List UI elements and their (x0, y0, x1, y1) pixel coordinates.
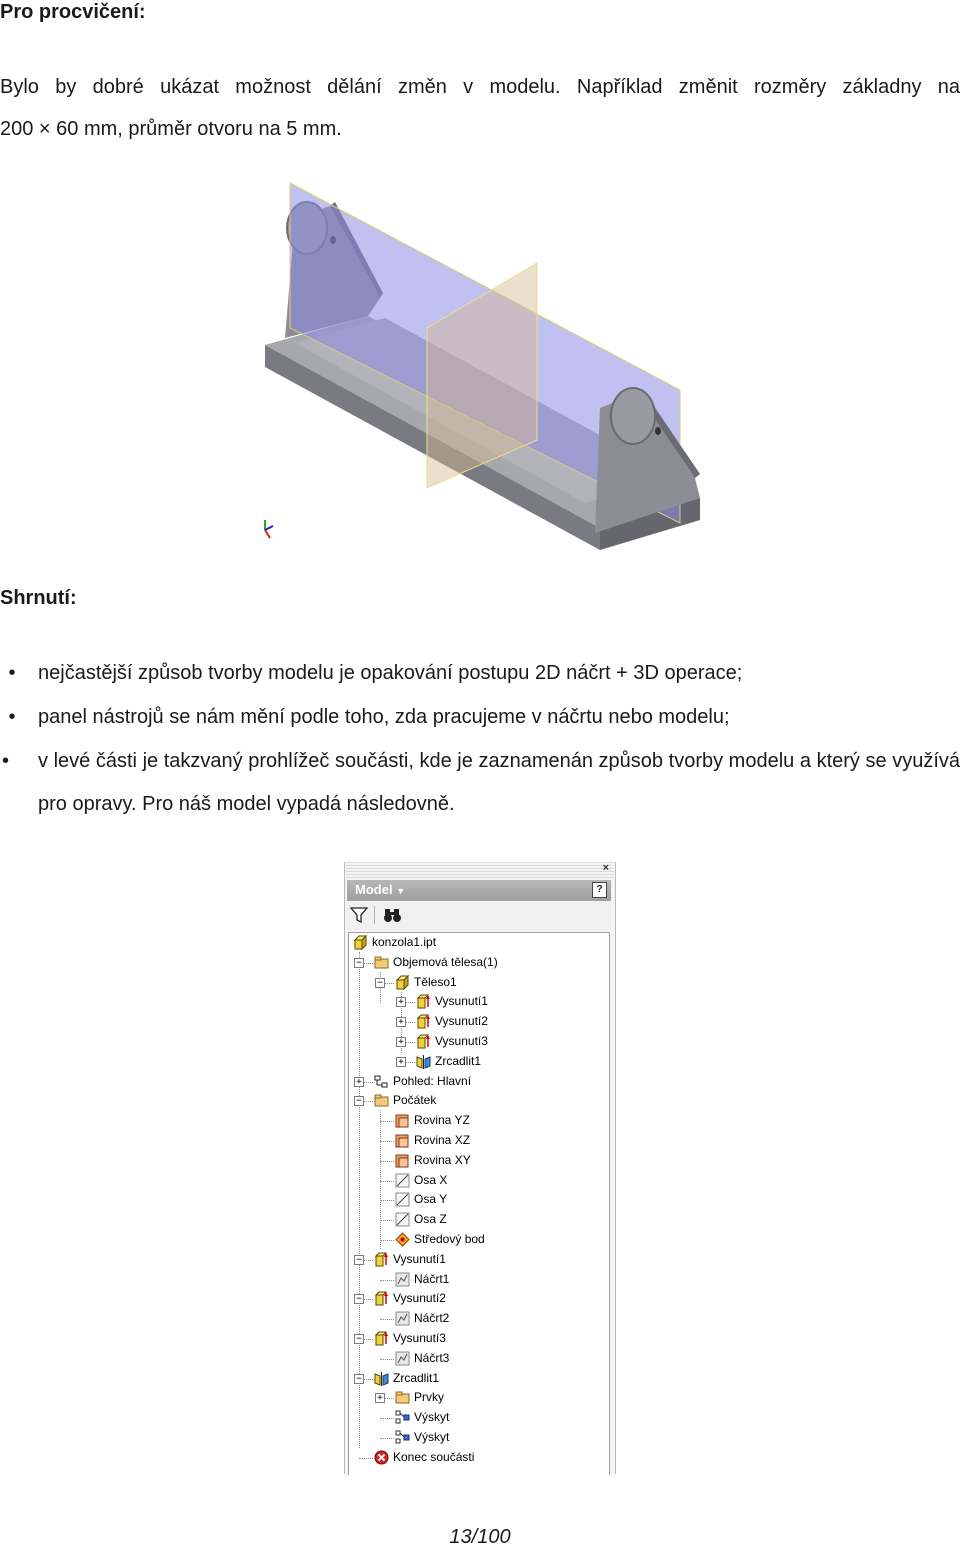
coordinate-triad-icon (265, 520, 273, 538)
bracket-3d-model-image (255, 178, 715, 558)
tree-guide-line (380, 1141, 394, 1142)
find-binoculars-icon[interactable] (383, 907, 403, 923)
summary-item-2 (0, 696, 960, 739)
summary-item-text: panel nástrojů se nám mění podle toho, zda pracujeme v náčrtu nebo modelu; (38, 706, 730, 728)
tree-node-label: Počátek (393, 1093, 437, 1108)
center-point-icon (395, 1232, 410, 1247)
tree-node-label: Rovina XY (414, 1152, 471, 1167)
tree-node-label: Osa X (414, 1172, 448, 1187)
work-axis-icon (395, 1173, 410, 1188)
collapse-icon[interactable]: − (354, 1294, 364, 1304)
tree-node-label: Konec součásti (393, 1449, 475, 1464)
tree-guide-line (380, 1220, 394, 1221)
extrude-icon (416, 1014, 431, 1029)
tree-node-label: Zrcadlit1 (393, 1370, 440, 1385)
help-icon[interactable]: ? (592, 882, 607, 898)
work-axis-icon (395, 1192, 410, 1207)
tree-node-label: Náčrt1 (414, 1271, 450, 1286)
expand-icon[interactable]: + (375, 1393, 385, 1403)
tree-guide-line (359, 1458, 373, 1459)
extrude-icon (374, 1252, 389, 1267)
tree-guide-line (380, 1181, 394, 1182)
end-of-part-icon (374, 1450, 389, 1465)
work-axis-icon (395, 1212, 410, 1227)
extrude-icon (416, 1034, 431, 1049)
panel-title-dropdown[interactable] (355, 882, 405, 897)
tree-node-label: konzola1.ipt (372, 935, 437, 949)
occurrence-icon (395, 1410, 410, 1425)
tree-guide-line (380, 1161, 394, 1162)
chevron-down-icon: ▼ (396, 886, 406, 896)
work-plane-icon (395, 1133, 410, 1148)
tree-node-label: Osa Z (414, 1212, 447, 1227)
tree-guide-line (380, 1319, 394, 1320)
model-browser-panel (344, 862, 616, 1474)
tree-node-label: Výskyt (414, 1410, 450, 1425)
bullet-icon: • (8, 706, 16, 728)
practice-heading: Pro procvičení: (0, 1, 146, 23)
tree-node-label: Prvky (414, 1390, 444, 1405)
sketch-icon (395, 1272, 410, 1287)
collapse-icon[interactable]: − (354, 1096, 364, 1106)
tree-guide-line (380, 1200, 394, 1201)
sketch-icon (395, 1311, 410, 1326)
tree-guide-line (380, 1110, 381, 1249)
expand-icon[interactable]: + (396, 1037, 406, 1047)
collapse-icon[interactable]: − (375, 978, 385, 988)
tree-node-label: Osa Y (414, 1192, 448, 1207)
summary-item-text: v levé části je takzvaný prohlížeč součásti, kde je zaznamenán způsob tvorby modelu a který se využívá pro opravy. Pro náš model vypadá následovně. (38, 750, 960, 815)
collapse-icon[interactable]: − (354, 1334, 364, 1344)
extrude-icon (374, 1331, 389, 1346)
work-plane-icon (395, 1153, 410, 1168)
panel-header (347, 880, 611, 901)
tree-guide-line (380, 1280, 394, 1281)
tree-node-label: Vysunutí2 (393, 1291, 446, 1306)
tree-node-label: Zrcadlit1 (435, 1053, 482, 1068)
model-tree (348, 932, 610, 1475)
bullet-icon: • (2, 750, 10, 772)
tree-node-label: Objemová tělesa(1) (393, 954, 498, 969)
collapse-icon[interactable]: − (354, 1255, 364, 1265)
folder-icon (374, 955, 389, 970)
panel-title-label: Model (355, 882, 393, 897)
practice-paragraph (0, 66, 960, 150)
panel-toolbar (347, 902, 611, 930)
tree-node-label: Náčrt3 (414, 1350, 450, 1365)
mirror-icon (416, 1054, 431, 1069)
expand-icon[interactable]: + (396, 1017, 406, 1027)
collapse-icon[interactable]: − (354, 958, 364, 968)
summary-item-text: nejčastější způsob tvorby modelu je opakování postupu 2D náčrt + 3D operace; (38, 662, 743, 684)
summary-heading: Shrnutí: (0, 587, 77, 609)
tree-node-label: Pohled: Hlavní (393, 1073, 472, 1088)
tree-node-label: Rovina YZ (414, 1113, 470, 1128)
bullet-icon: • (8, 662, 16, 684)
tree-node-label: Vysunutí1 (393, 1251, 446, 1266)
paragraph-line-2: 200 × 60 mm, průměr otvoru na 5 mm. (0, 118, 342, 140)
tree-guide-line (380, 1240, 394, 1241)
collapse-icon[interactable]: − (354, 1374, 364, 1384)
summary-item-1 (0, 652, 960, 695)
mirror-icon (374, 1371, 389, 1386)
close-icon[interactable]: × (602, 862, 609, 874)
tree-guide-line (380, 1359, 394, 1360)
expand-icon[interactable]: + (354, 1077, 364, 1087)
tree-node-label: Středový bod (414, 1232, 485, 1246)
panel-grip[interactable] (346, 862, 614, 878)
sketch-icon (395, 1351, 410, 1366)
expand-icon[interactable]: + (396, 1057, 406, 1067)
tree-node-label: Vysunutí3 (435, 1034, 488, 1048)
paragraph-line-1: Bylo by dobré ukázat možnost dělání změn v modelu. Například změnit rozměry základny na (0, 76, 960, 98)
tree-node-label: Výskyt (414, 1430, 450, 1444)
view-icon (374, 1074, 389, 1089)
occurrence-icon (395, 1430, 410, 1445)
tree-node-label: Vysunutí2 (435, 1014, 488, 1029)
extrude-icon (374, 1291, 389, 1306)
work-plane-icon (395, 1113, 410, 1128)
tree-guide-line (380, 1418, 394, 1419)
page-number: 13/100 (449, 1526, 511, 1548)
summary-item-3 (0, 740, 960, 826)
tree-node-label: Těleso1 (414, 974, 457, 989)
tree-guide-line (380, 1121, 394, 1122)
expand-icon[interactable]: + (396, 997, 406, 1007)
folder-icon (374, 1093, 389, 1108)
filter-icon[interactable] (350, 907, 368, 923)
tree-node-label: Rovina XZ (414, 1133, 471, 1147)
folder-icon (395, 1390, 410, 1405)
right-boss (611, 388, 655, 444)
tree-guide-line (380, 1438, 394, 1439)
extrude-icon (416, 994, 431, 1009)
summary-list (0, 652, 960, 827)
solid-body-icon (395, 975, 410, 990)
tree-node-label: Vysunutí1 (435, 994, 488, 1009)
tree-node-label: Vysunutí3 (393, 1331, 446, 1345)
part-icon (353, 935, 368, 950)
tree-node-label: Náčrt2 (414, 1311, 450, 1326)
